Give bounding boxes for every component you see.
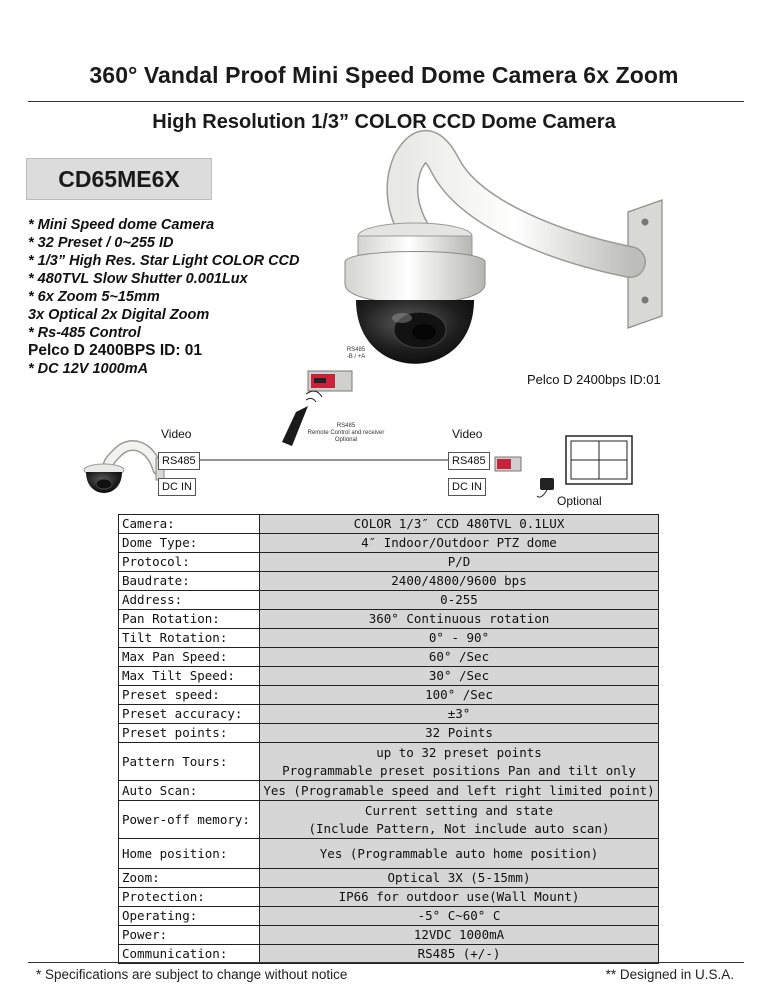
dome-camera-small <box>84 446 164 493</box>
rs485-right-port: RS485 <box>448 452 490 470</box>
table-row: Protection: IP66 for outdoor use(Wall Mount) <box>119 888 659 907</box>
feature-item: * 1/3” High Res. Star Light COLOR CCD <box>28 253 300 269</box>
feature-item: 3x Optical 2x Digital Zoom <box>28 307 210 323</box>
table-row: Pan Rotation: 360° Continuous rotation <box>119 610 659 629</box>
table-row: Camera: COLOR 1/3″ CCD 480TVL 0.1LUX <box>119 515 659 534</box>
table-row: Auto Scan: Yes (Programable speed and left right limited point) <box>119 781 659 801</box>
rs485-left-port: RS485 <box>158 452 200 470</box>
video-left-label: Video <box>161 427 192 441</box>
table-row: Power: 12VDC 1000mA <box>119 926 659 945</box>
spec-value-line: (Include Pattern, Not include auto scan) <box>308 820 610 836</box>
spec-table <box>118 514 659 964</box>
dcin-right-port: DC IN <box>448 478 486 496</box>
remote-label: RS485 Remote Control and receiver Optional <box>307 423 385 443</box>
table-row: Protocol: P/D <box>119 553 659 572</box>
spec-value-line: up to 32 preset points <box>376 744 542 760</box>
feature-item: * 6x Zoom 5~15mm <box>28 289 160 305</box>
table-row: Power-off memory: Current setting and state (Include Pattern, Not include auto scan) <box>119 801 659 839</box>
footer-divider <box>28 962 744 963</box>
dcin-left-port: DC IN <box>158 478 196 496</box>
rs485-top-label: RS485 -B / +A <box>346 347 366 360</box>
feature-item: * DC 12V 1000mA <box>28 361 149 377</box>
model-badge: CD65ME6X <box>26 158 212 200</box>
table-row: Max Pan Speed: 60° /Sec <box>119 648 659 667</box>
feature-item: Pelco D 2400BPS ID: 01 <box>28 342 203 359</box>
monitor-icon <box>566 436 632 484</box>
video-right-label: Video <box>452 427 483 441</box>
table-row: Communication: RS485 (+/-) <box>119 945 659 964</box>
feature-item: * 480TVL Slow Shutter 0.001Lux <box>28 271 248 287</box>
power-adapter-icon <box>537 478 554 497</box>
table-row: Tilt Rotation: 0° - 90° <box>119 629 659 648</box>
footnote-disclaimer: * Specifications are subject to change without notice <box>36 967 348 982</box>
spec-value-line: Current setting and state <box>364 802 554 818</box>
feature-item: * 32 Preset / 0~255 ID <box>28 235 174 251</box>
rs485-converter <box>308 371 352 391</box>
feature-item: * Rs-485 Control <box>28 325 141 341</box>
table-row: Zoom: Optical 3X (5-15mm) <box>119 869 659 888</box>
table-row: Dome Type: 4″ Indoor/Outdoor PTZ dome <box>119 534 659 553</box>
table-row: Preset accuracy: ±3° <box>119 705 659 724</box>
table-row: Pattern Tours: up to 32 preset points Programmable preset positions Pan and tilt only <box>119 743 659 781</box>
optional-label: Optional <box>557 494 602 508</box>
table-row: Address: 0-255 <box>119 591 659 610</box>
dome-camera-large <box>345 223 485 364</box>
spec-value-line: Programmable preset positions Pan and tilt only <box>282 762 636 778</box>
rs485-receiver <box>495 457 521 471</box>
table-row: Home position: Yes (Programmable auto home position) <box>119 839 659 869</box>
pelco-label: Pelco D 2400bps ID:01 <box>527 372 661 387</box>
table-row: Preset speed: 100° /Sec <box>119 686 659 705</box>
feature-item: * Mini Speed dome Camera <box>28 217 215 233</box>
table-row: Baudrate: 2400/4800/9600 bps <box>119 572 659 591</box>
table-row: Preset points: 32 Points <box>119 724 659 743</box>
page-title: 360° Vandal Proof Mini Speed Dome Camera 6x Zoom <box>89 62 679 88</box>
table-row: Max Tilt Speed: 30° /Sec <box>119 667 659 686</box>
page-subtitle: High Resolution 1/3” COLOR CCD Dome Camera <box>152 111 616 133</box>
table-row: Operating: -5° C~60° C <box>119 907 659 926</box>
footnote-designed: ** Designed in U.S.A. <box>605 967 734 982</box>
